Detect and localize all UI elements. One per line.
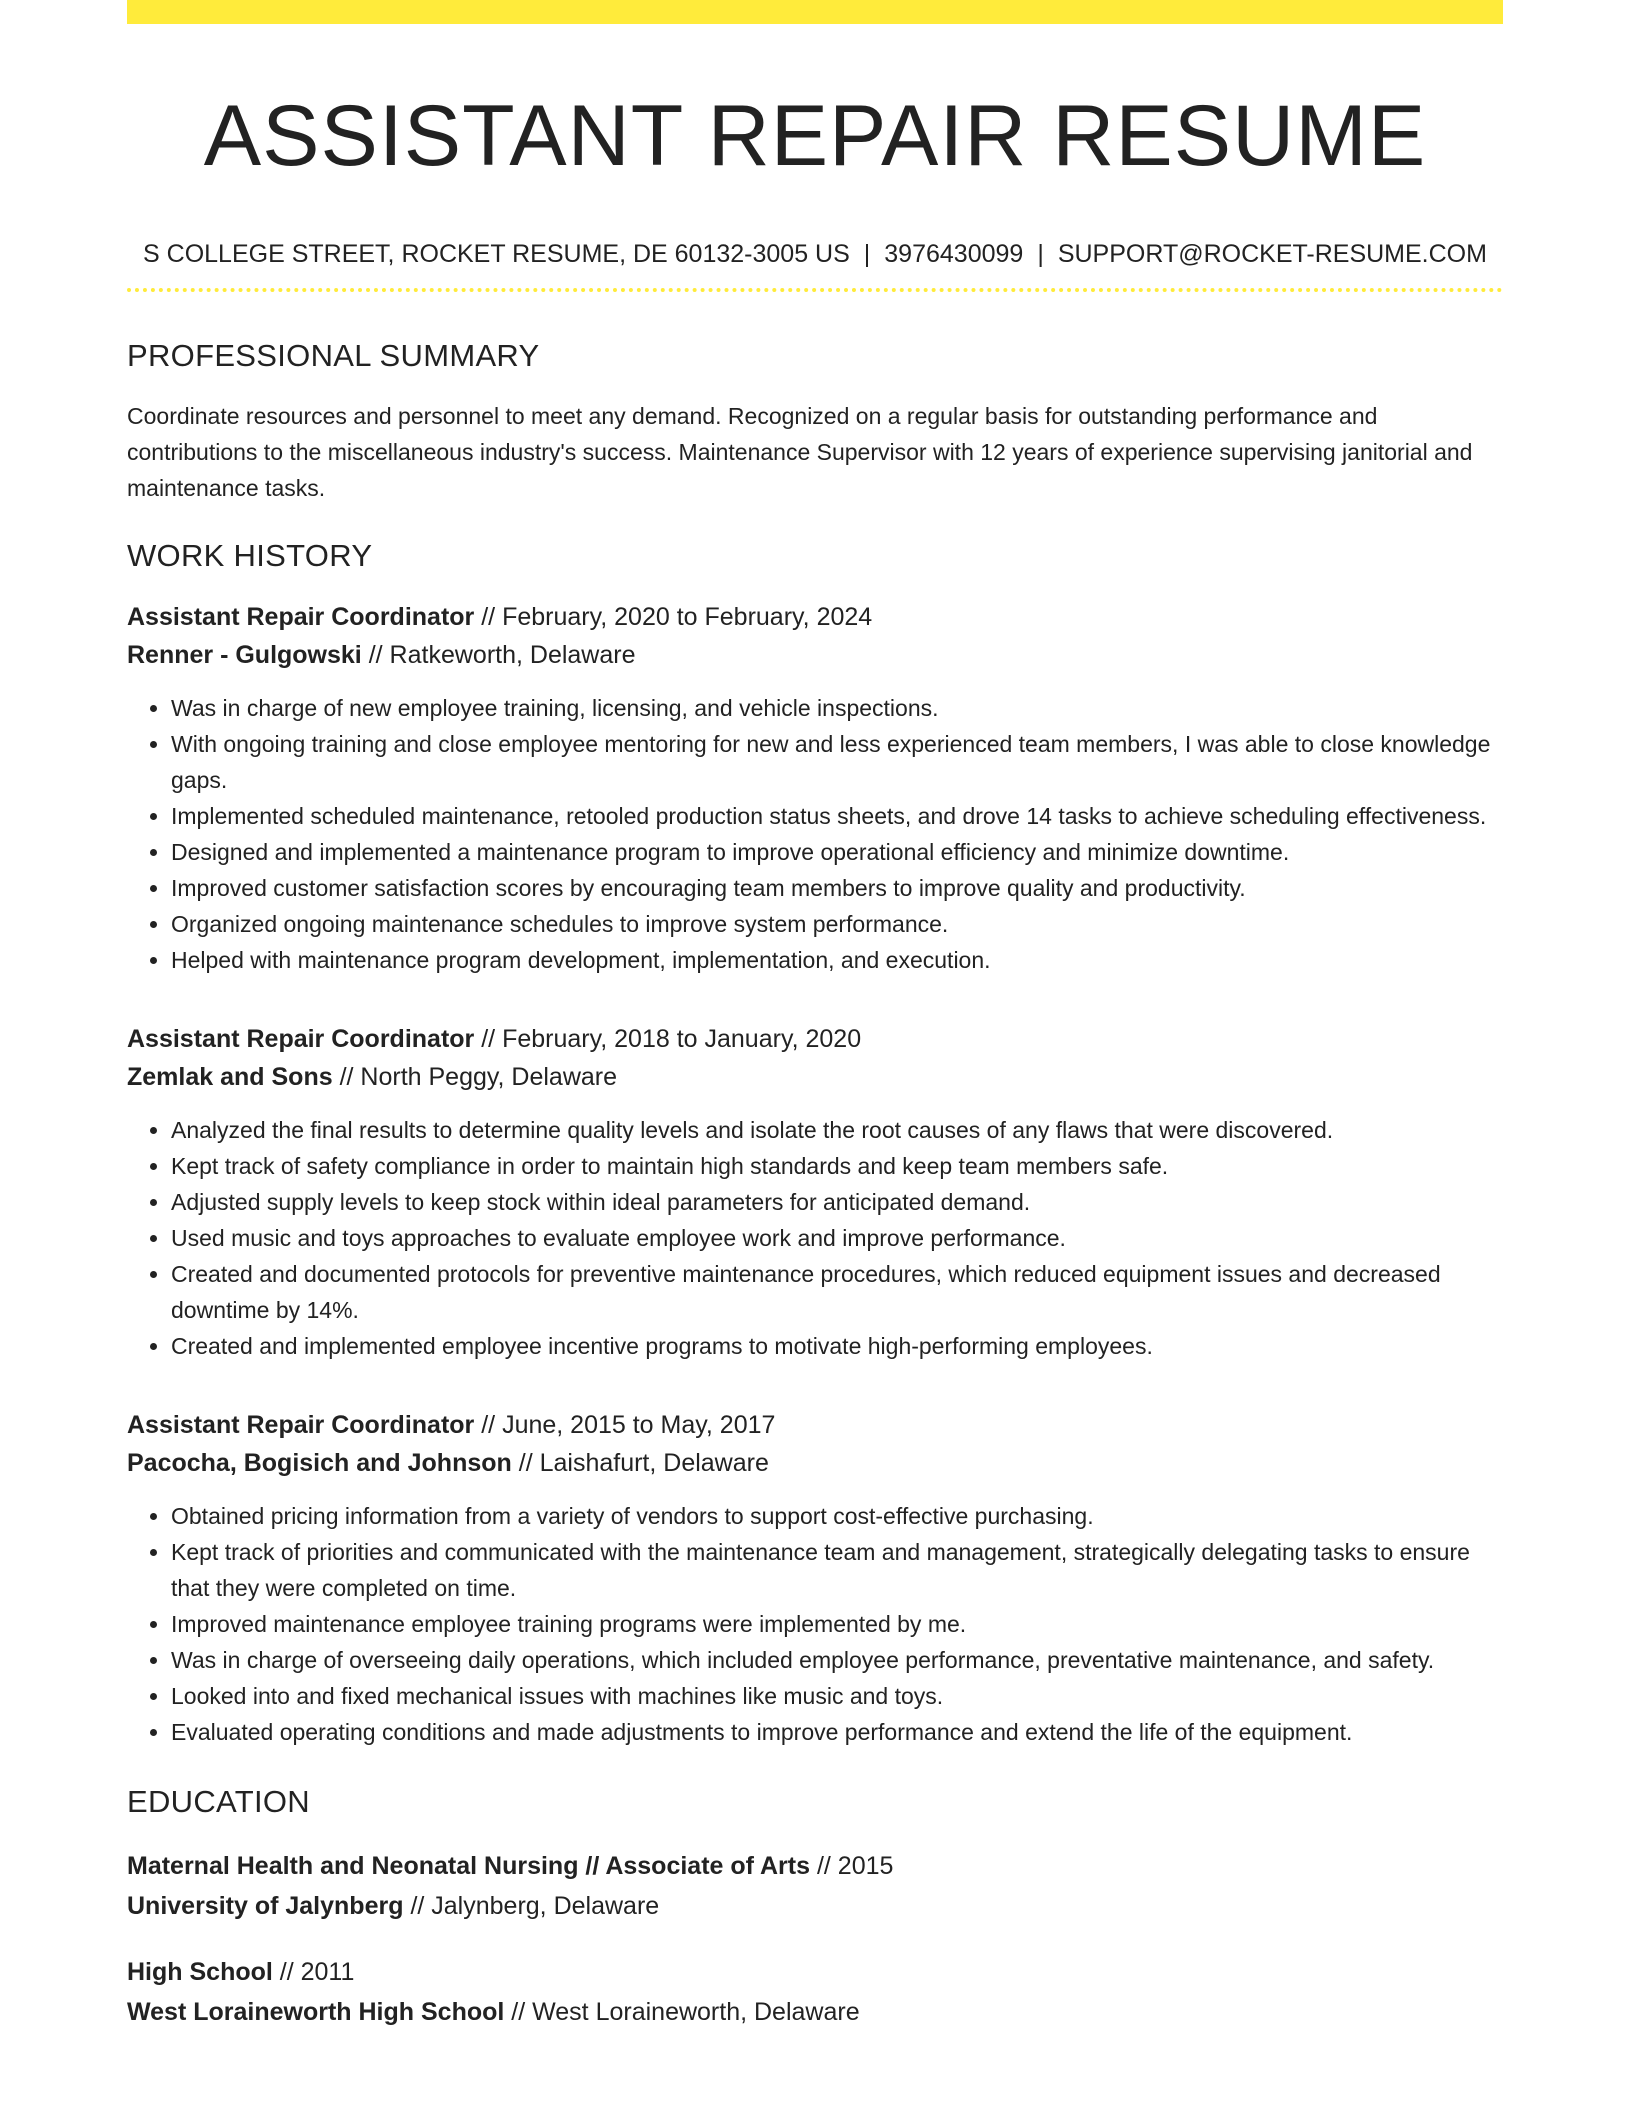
job-company-line: [127, 1444, 1503, 1482]
contact-email: SUPPORT@ROCKET-RESUME.COM: [1057, 240, 1487, 268]
education-degree: Maternal Health and Neonatal Nursing // Associate of Arts: [127, 1852, 811, 1880]
job-title: Assistant Repair Coordinator: [127, 1411, 475, 1439]
education-heading: EDUCATION: [127, 1784, 310, 1819]
top-accent-bar: [127, 0, 1503, 24]
education-entry: [127, 1846, 1503, 1926]
job-bullet: • Kept track of priorities and communicated with the maintenance team and management, strategically delegating tasks to ensure that they were completed on time.: [171, 1534, 1503, 1606]
job-location: // North Peggy, Delaware: [339, 1063, 618, 1091]
job-title: Assistant Repair Coordinator: [127, 603, 475, 631]
job-bullet: • Kept track of safety compliance in order to maintain high standards and keep team members safe.: [171, 1148, 1503, 1184]
job-bullets: [127, 1112, 1503, 1364]
education-location: // Jalynberg, Delaware: [410, 1892, 660, 1920]
job-entry: [127, 1020, 1503, 1364]
education-year: // 2011: [279, 1958, 355, 1986]
job-company-line: [127, 636, 1503, 674]
education-school: University of Jalynberg: [127, 1892, 404, 1920]
contact-phone: 3976430099: [884, 240, 1024, 268]
job-company-line: [127, 1058, 1503, 1096]
job-entry: [127, 598, 1503, 978]
job-title-line: [127, 1406, 1503, 1444]
job-bullets: [127, 690, 1503, 978]
job-bullet: • Obtained pricing information from a variety of vendors to support cost-effective purchasing.: [171, 1498, 1503, 1534]
job-bullet: • Improved customer satisfaction scores by encouraging team members to improve quality and productivity.: [171, 870, 1503, 906]
job-bullet: • Created and implemented employee incentive programs to motivate high-performing employees.: [171, 1328, 1503, 1364]
job-dates: // February, 2020 to February, 2024: [481, 603, 873, 631]
job-location: // Laishafurt, Delaware: [518, 1449, 769, 1477]
job-bullets: [127, 1498, 1503, 1750]
education-location: // West Loraineworth, Delaware: [511, 1998, 860, 2026]
job-title: Assistant Repair Coordinator: [127, 1025, 475, 1053]
contact-separator: |: [863, 240, 871, 268]
education-degree-line: [127, 1846, 1503, 1886]
job-bullet: • Used music and toys approaches to evaluate employee work and improve performance.: [171, 1220, 1503, 1256]
job-bullet: • Was in charge of overseeing daily operations, which included employee performance, preventative maintenance, and safety.: [171, 1642, 1503, 1678]
job-bullet: • Implemented scheduled maintenance, retooled production status sheets, and drove 14 tasks to achieve scheduling effectiveness.: [171, 798, 1503, 834]
job-title-line: [127, 598, 1503, 636]
education-degree-line: [127, 1952, 1503, 1992]
job-location: // Ratkeworth, Delaware: [368, 641, 636, 669]
contact-separator: |: [1037, 240, 1044, 268]
job-company: Renner - Gulgowski: [127, 641, 362, 669]
education-year: // 2015: [816, 1852, 894, 1880]
job-bullet: • Evaluated operating conditions and made adjustments to improve performance and extend the life of the equipment.: [171, 1714, 1503, 1750]
contact-line: [127, 238, 1503, 270]
education-entry: [127, 1952, 1503, 2032]
education-school-line: [127, 1886, 1503, 1926]
job-bullet: • Helped with maintenance program development, implementation, and execution.: [171, 942, 1503, 978]
contact-address: S COLLEGE STREET, ROCKET RESUME, DE 60132-3005 US: [143, 240, 850, 268]
work-history-heading: WORK HISTORY: [127, 538, 373, 573]
dotted-divider: [127, 288, 1503, 292]
job-company: Zemlak and Sons: [127, 1063, 333, 1091]
resume-page: [127, 0, 1503, 2032]
job-bullet: • Improved maintenance employee training programs were implemented by me.: [171, 1606, 1503, 1642]
job-company: Pacocha, Bogisich and Johnson: [127, 1449, 512, 1477]
resume-title: ASSISTANT REPAIR RESUME: [203, 88, 1427, 184]
job-title-line: [127, 1020, 1503, 1058]
education-school: West Loraineworth High School: [127, 1998, 505, 2026]
job-bullet: • Analyzed the final results to determine quality levels and isolate the root causes of any flaws that were discovered.: [171, 1112, 1503, 1148]
job-bullet: • Designed and implemented a maintenance program to improve operational efficiency and minimize downtime.: [171, 834, 1503, 870]
job-bullet: • Was in charge of new employee training, licensing, and vehicle inspections.: [171, 690, 1503, 726]
education-degree: High School: [127, 1958, 273, 1986]
job-dates: // February, 2018 to January, 2020: [481, 1025, 862, 1053]
job-bullet: • With ongoing training and close employee mentoring for new and less experienced team members, I was able to close knowledge gaps.: [171, 726, 1503, 798]
job-dates: // June, 2015 to May, 2017: [481, 1411, 776, 1439]
summary-heading: PROFESSIONAL SUMMARY: [127, 338, 540, 373]
job-entry: [127, 1406, 1503, 1750]
job-bullet: • Created and documented protocols for preventive maintenance procedures, which reduced equipment issues and decreased downtime by 14%.: [171, 1256, 1503, 1328]
job-bullet: • Organized ongoing maintenance schedules to improve system performance.: [171, 906, 1503, 942]
education-school-line: [127, 1992, 1503, 2032]
job-bullet: • Looked into and fixed mechanical issues with machines like music and toys.: [171, 1678, 1503, 1714]
job-bullet: • Adjusted supply levels to keep stock within ideal parameters for anticipated demand.: [171, 1184, 1503, 1220]
summary-text: Coordinate resources and personnel to meet any demand. Recognized on a regular basis for outstanding performance and contributions to the miscellaneous industry's success. Maintenance Supervisor with 12 years of experience supervising janitorial and maintenance tasks.: [127, 403, 1473, 501]
